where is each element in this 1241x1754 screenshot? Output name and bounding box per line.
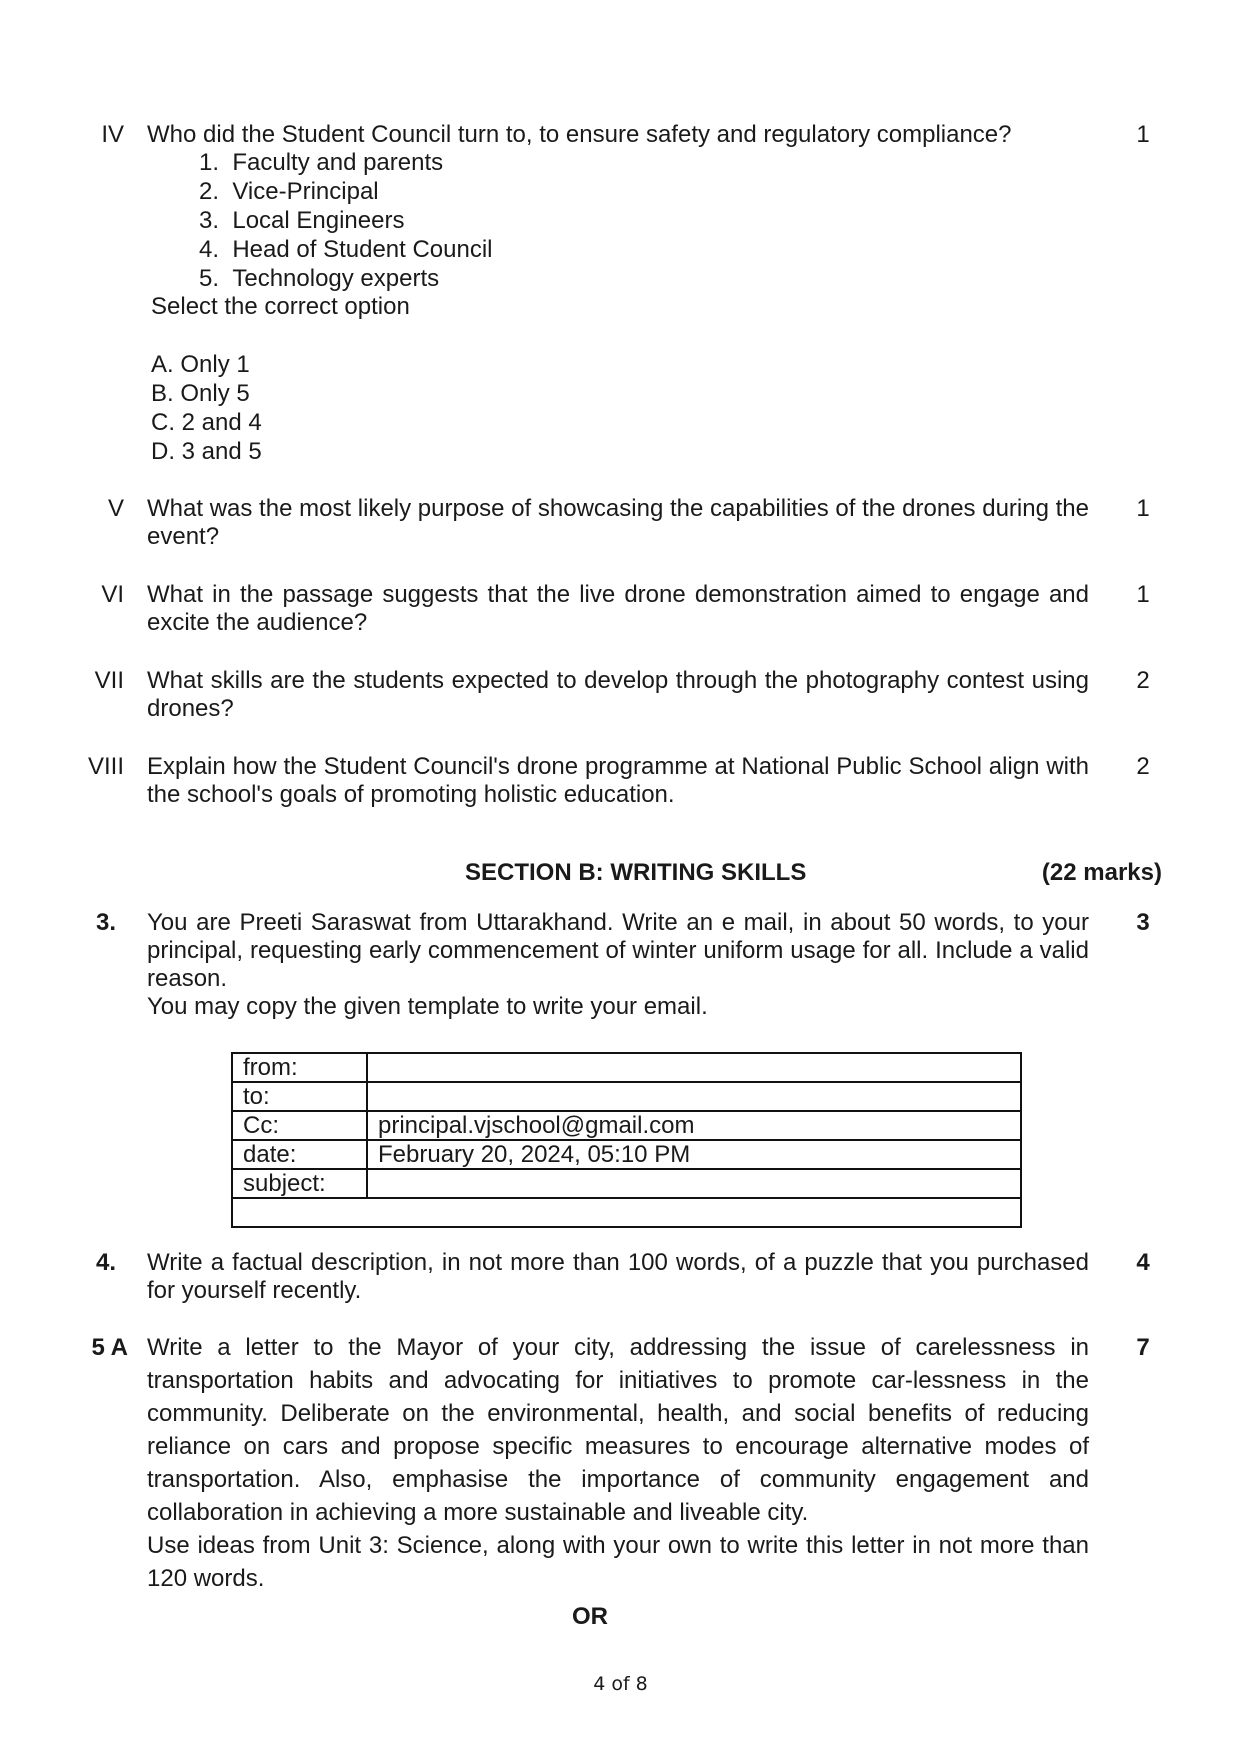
question-iv-text: Who did the Student Council turn to, to ensure safety and regulatory compliance? <box>147 121 1012 148</box>
list-item: 4. Head of Student Council <box>198 236 493 263</box>
question-number-3: 3. <box>95 909 116 936</box>
question-iv-numbered-list <box>181 149 493 294</box>
question-number-iv: IV <box>101 121 124 148</box>
page-number-footer: 4 of 8 <box>593 1673 648 1695</box>
or-separator: OR <box>572 1603 608 1630</box>
question-number-v: V <box>107 495 124 522</box>
question-3-marks: 3 <box>1136 909 1150 936</box>
question-viii-marks: 2 <box>1136 753 1150 780</box>
question-number-viii: VIII <box>87 753 124 780</box>
table-row <box>232 1169 1021 1198</box>
table-row <box>232 1053 1021 1082</box>
question-v-marks: 1 <box>1136 495 1150 522</box>
question-vi-text: What in the passage suggests that the live drone demonstration aimed to engage and excite the audience? <box>147 581 1089 636</box>
email-cc-label: Cc: <box>232 1111 367 1140</box>
answer-option-d: D. 3 and 5 <box>151 438 262 465</box>
question-5a-text: Write a letter to the Mayor of your city, addressing the issue of carelessness in transportation habits and advocating for initiatives to promote car-lessness in the community. Deliberate on the environmental, health, and social benefits of reducing reliance on cars and propose specific measures to encourage alternative modes of transportation. Also, emphasise the importance of community engagement and collaboration in achieving a more sustainable and liveable city. <box>147 1334 1089 1526</box>
question-5a-marks: 7 <box>1136 1334 1150 1361</box>
email-subject-label: subject: <box>232 1169 367 1198</box>
email-to-label: to: <box>232 1082 367 1111</box>
email-to-value <box>367 1082 1021 1111</box>
select-option-instruction: Select the correct option <box>151 293 410 320</box>
table-row <box>232 1111 1021 1140</box>
question-4-marks: 4 <box>1136 1249 1150 1276</box>
question-viii-text: Explain how the Student Council's drone programme at National Public School align with the school's goals of promoting holistic education. <box>147 753 1089 808</box>
email-date-value: February 20, 2024, 05:10 PM <box>367 1140 1021 1169</box>
email-from-label: from: <box>232 1053 367 1082</box>
question-vii-text: What skills are the students expected to develop through the photography contest using drones? <box>147 667 1089 722</box>
question-number-vii: VII <box>94 667 124 694</box>
table-row <box>232 1082 1021 1111</box>
question-iv-marks: 1 <box>1136 121 1150 148</box>
list-item: 2. Vice-Principal <box>198 178 379 205</box>
email-cc-value: principal.vjschool@gmail.com <box>367 1111 1021 1140</box>
list-item: 3. Local Engineers <box>198 207 405 234</box>
answer-option-c: C. 2 and 4 <box>151 409 262 436</box>
table-row <box>232 1198 1021 1227</box>
question-vi-marks: 1 <box>1136 581 1150 608</box>
question-iv-answer-options <box>151 351 262 467</box>
table-row <box>232 1140 1021 1169</box>
question-4-text: Write a factual description, in not more than 100 words, of a puzzle that you purchased for yourself recently. <box>147 1249 1089 1304</box>
question-vii-marks: 2 <box>1136 667 1150 694</box>
section-b-title: SECTION B: WRITING SKILLS <box>465 859 807 886</box>
question-3-instruction: You may copy the given template to write your email. <box>147 993 708 1020</box>
question-v-text: What was the most likely purpose of showcasing the capabilities of the drones during the event? <box>147 495 1089 550</box>
question-number-5a: 5 A <box>91 1334 128 1361</box>
email-subject-value <box>367 1169 1021 1198</box>
section-b-marks: (22 marks) <box>1041 859 1162 886</box>
answer-option-b: B. Only 5 <box>151 380 250 407</box>
question-number-4: 4. <box>95 1249 116 1276</box>
answer-option-a: A. Only 1 <box>151 351 250 378</box>
email-template-table <box>231 1052 1022 1228</box>
email-date-label: date: <box>232 1140 367 1169</box>
question-number-vi: VI <box>101 581 124 608</box>
question-3-text: You are Preeti Saraswat from Uttarakhand. Write an e mail, in about 50 words, to your principal, requesting early commencement of winter uniform usage for all. Include a valid reason. <box>147 909 1089 992</box>
email-from-value <box>367 1053 1021 1082</box>
question-5a-instruction: Use ideas from Unit 3: Science, along with your own to write this letter in not more than 120 words. <box>147 1532 1089 1592</box>
email-body-cell <box>232 1198 1021 1227</box>
list-item: 5. Technology experts <box>198 265 440 292</box>
list-item: 1. Faculty and parents <box>198 149 444 176</box>
